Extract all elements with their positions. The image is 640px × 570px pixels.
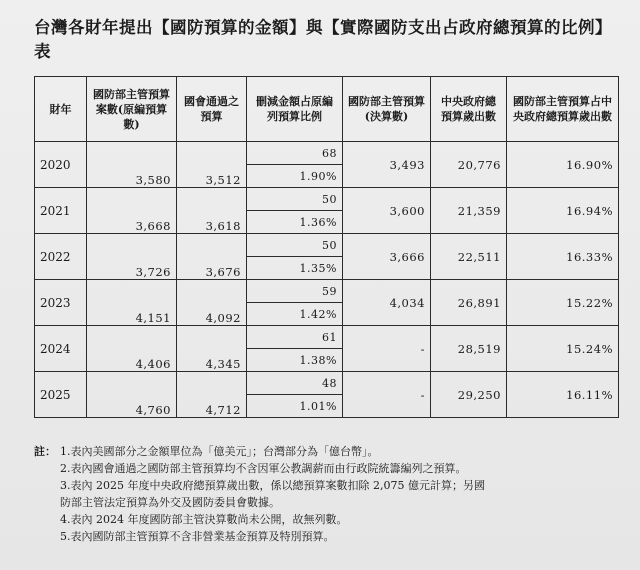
cut-amount-cell: 48 [247, 372, 343, 395]
cut-amount-cell: 59 [247, 280, 343, 303]
header-defense-share: 國防部主管預算占中央政府總預算歲出數 [507, 77, 619, 142]
table-row [35, 280, 619, 303]
passed-budget-cell: 4,092 [177, 280, 247, 326]
cut-amount-cell: 68 [247, 142, 343, 165]
footnote-lead: 註： [34, 445, 56, 458]
footnote-text: 2.表內國會通過之國防部主管預算均不含因軍公教調薪而由行政院統籌編列之預算。 [60, 462, 467, 475]
defense-share-cell: 16.90% [507, 142, 619, 188]
original-budget-cell: 4,406 [87, 326, 177, 372]
table-row [35, 142, 619, 165]
passed-budget-cell: 4,345 [177, 326, 247, 372]
footnote-text: 3.表內 2025 年度中央政府總預算歲出數，係以總預算案數扣除 2,075 億元計算；另國 [60, 479, 485, 492]
final-budget-cell: 3,666 [343, 234, 431, 280]
header-central-spending: 中央政府總預算歲出數 [431, 77, 507, 142]
central-spending-cell: 20,776 [431, 142, 507, 188]
defense-share-cell: 16.33% [507, 234, 619, 280]
footnote-text: 4.表內 2024 年度國防部主管決算數尚未公開，故無列數。 [60, 513, 348, 526]
footnote-5 [34, 528, 624, 545]
document-title: 台灣各財年提出【國防預算的金額】與【實際國防支出占政府總預算的比例】表 [34, 18, 612, 61]
table-row [35, 326, 619, 349]
cut-ratio-cell: 1.42% [247, 303, 343, 326]
central-spending-cell: 29,250 [431, 372, 507, 418]
footnotes [34, 443, 624, 545]
central-spending-cell: 21,359 [431, 188, 507, 234]
header-cut-ratio: 刪減金額占原編列預算比例 [247, 77, 343, 142]
header-original-budget: 國防部主管預算案數(原編預算數) [87, 77, 177, 142]
cut-ratio-cell: 1.38% [247, 349, 343, 372]
final-budget-cell: 3,600 [343, 188, 431, 234]
central-spending-cell: 28,519 [431, 326, 507, 372]
defense-share-cell: 15.24% [507, 326, 619, 372]
year-cell: 2021 [35, 188, 87, 234]
table-row [35, 372, 619, 395]
cut-amount-cell: 61 [247, 326, 343, 349]
final-budget-cell: - [343, 326, 431, 372]
original-budget-cell: 4,760 [87, 372, 177, 418]
year-cell: 2025 [35, 372, 87, 418]
final-budget-cell: 3,493 [343, 142, 431, 188]
table-header-row [35, 77, 619, 142]
year-cell: 2024 [35, 326, 87, 372]
original-budget-cell: 3,580 [87, 142, 177, 188]
central-spending-cell: 22,511 [431, 234, 507, 280]
year-cell: 2020 [35, 142, 87, 188]
year-cell: 2022 [35, 234, 87, 280]
cut-ratio-cell: 1.35% [247, 257, 343, 280]
table-row [35, 188, 619, 211]
header-final-budget: 國防部主管預算(決算數) [343, 77, 431, 142]
original-budget-cell: 3,668 [87, 188, 177, 234]
footnote-text: 1.表內美國部分之金額單位為「億美元」；台灣部分為「億台幣」。 [60, 445, 379, 458]
footnote-3-continued: 防部主管法定預算為外交及國防委員會數據。 [60, 496, 280, 509]
central-spending-cell: 26,891 [431, 280, 507, 326]
cut-ratio-cell: 1.01% [247, 395, 343, 418]
passed-budget-cell: 3,618 [177, 188, 247, 234]
header-passed-budget: 國會通過之預算 [177, 77, 247, 142]
footnote-4 [34, 511, 624, 528]
header-year: 財年 [35, 77, 87, 142]
year-cell: 2023 [35, 280, 87, 326]
cut-ratio-cell: 1.90% [247, 165, 343, 188]
defense-share-cell: 15.22% [507, 280, 619, 326]
original-budget-cell: 4,151 [87, 280, 177, 326]
passed-budget-cell: 4,712 [177, 372, 247, 418]
table-row [35, 234, 619, 257]
original-budget-cell: 3,726 [87, 234, 177, 280]
defense-share-cell: 16.94% [507, 188, 619, 234]
cut-ratio-cell: 1.36% [247, 211, 343, 234]
cut-amount-cell: 50 [247, 188, 343, 211]
budget-table [34, 76, 619, 418]
passed-budget-cell: 3,512 [177, 142, 247, 188]
footnote-text: 5.表內國防部主管預算不含非營業基金預算及特別預算。 [60, 530, 335, 543]
footnote-2 [34, 460, 624, 477]
final-budget-cell: 4,034 [343, 280, 431, 326]
footnote-1 [34, 443, 624, 460]
final-budget-cell: - [343, 372, 431, 418]
passed-budget-cell: 3,676 [177, 234, 247, 280]
footnote-3 [34, 477, 624, 494]
defense-share-cell: 16.11% [507, 372, 619, 418]
cut-amount-cell: 50 [247, 234, 343, 257]
